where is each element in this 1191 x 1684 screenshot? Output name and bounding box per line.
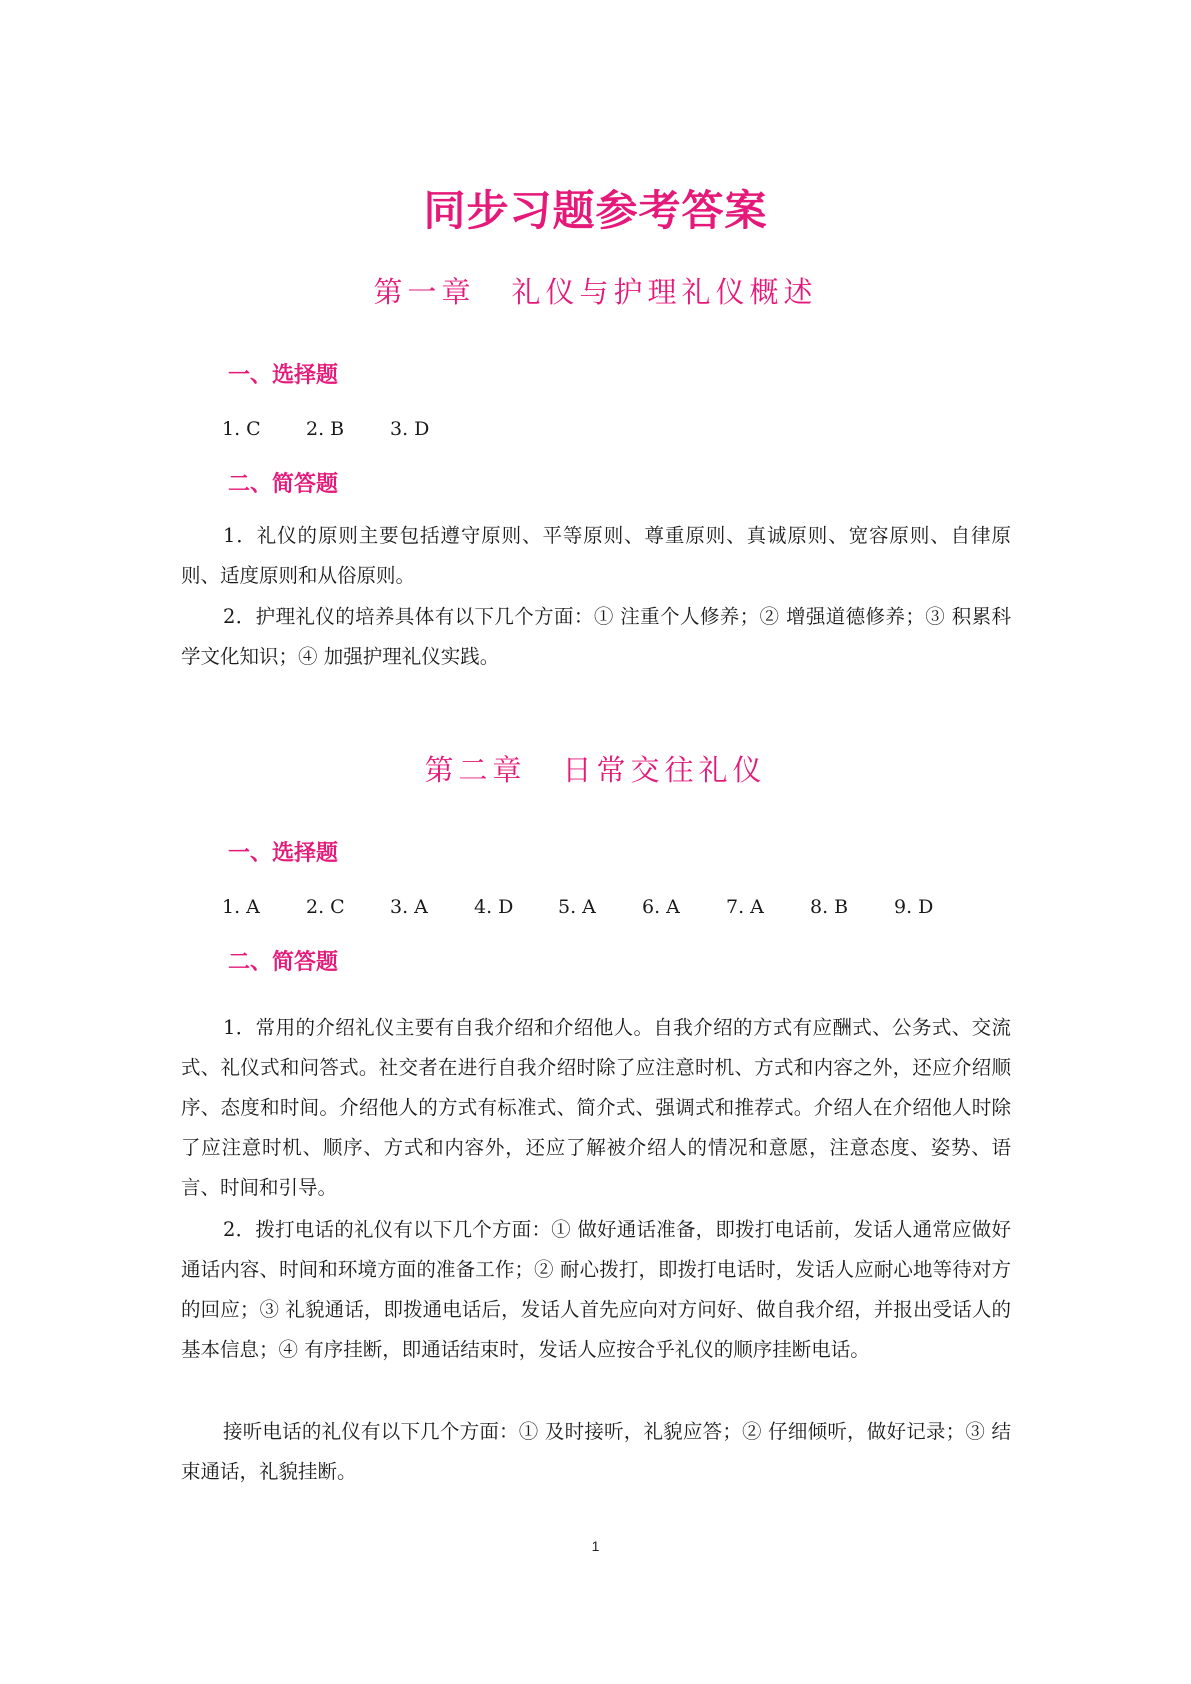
chapter-1-title: [0, 270, 1191, 311]
answer-item: 3. D: [390, 418, 430, 440]
answer-item: 6. A: [642, 896, 680, 918]
answer-item: 7. A: [726, 896, 764, 918]
chapter-2-title: [0, 748, 1191, 789]
answer-item: 8. B: [810, 896, 849, 918]
answer-item: 5. A: [558, 896, 596, 918]
page-title: 同步习题参考答案: [423, 186, 768, 235]
answer-item: 1. A: [222, 896, 260, 918]
chapter-2-name: 日常交往礼仪: [562, 753, 767, 787]
chapter-2-choice-heading: 一、选择题: [228, 841, 339, 866]
chapter-1-choice-answers: [222, 418, 474, 440]
chapter-1-paragraph: 2．护理礼仪的培养具体有以下几个方面：① 注重个人修养；② 增强道德修养；③ 积累科学文化知识；④ 加强护理礼仪实践。: [181, 605, 1011, 668]
chapter-1-name: 礼仪与护理礼仪概述: [511, 275, 818, 309]
chapter-2-paragraph: 2．拨打电话的礼仪有以下几个方面：① 做好通话准备，即拨打电话前，发话人通常应做好通话内容、时间和环境方面的准备工作；② 耐心拨打，即拨打电话时，发话人应耐心地等待对方的回应；③ 礼貌通话，即拨通电话后，发话人首先应向对方问好、做自我介绍，并报出受话人的基本信息；④ 有序挂断，即通话结束时，发话人应按合乎礼仪的顺序挂断电话。: [181, 1218, 1011, 1361]
answer-item: 4. D: [474, 896, 514, 918]
chapter-1-paragraph: 1．礼仪的原则主要包括遵守原则、平等原则、尊重原则、真诚原则、宽容原则、自律原则、适度原则和从俗原则。: [181, 524, 1011, 587]
page-number: 1: [591, 1538, 600, 1554]
chapter-1-label: 第一章: [373, 275, 476, 309]
chapter-1-choice-heading: 一、选择题: [228, 363, 339, 388]
chapter-2-paragraph: 1．常用的介绍礼仪主要有自我介绍和介绍他人。自我介绍的方式有应酬式、公务式、交流式、礼仪式和问答式。社交者在进行自我介绍时除了应注意时机、方式和内容之外，还应介绍顺序、态度和时间。介绍他人的方式有标准式、简介式、强调式和推荐式。介绍人在介绍他人时除了应注意时机、顺序、方式和内容外，还应了解被介绍人的情况和意愿，注意态度、姿势、语言、时间和引导。: [181, 1016, 1011, 1199]
chapter-2-short-heading: 二、简答题: [228, 950, 339, 975]
answer-item: 2. B: [306, 418, 345, 440]
chapter-2-paragraph: 接听电话的礼仪有以下几个方面：① 及时接听，礼貌应答；② 仔细倾听，做好记录；③ 结束通话，礼貌挂断。: [181, 1420, 1011, 1483]
answer-item: 2. C: [306, 896, 345, 918]
chapter-2-label: 第二章: [424, 753, 527, 787]
answer-item: 1. C: [222, 418, 261, 440]
chapter-1-short-heading: 二、简答题: [228, 472, 339, 497]
answer-item: 9. D: [894, 896, 934, 918]
answer-item: 3. A: [390, 896, 428, 918]
chapter-2-choice-answers: [222, 896, 978, 918]
